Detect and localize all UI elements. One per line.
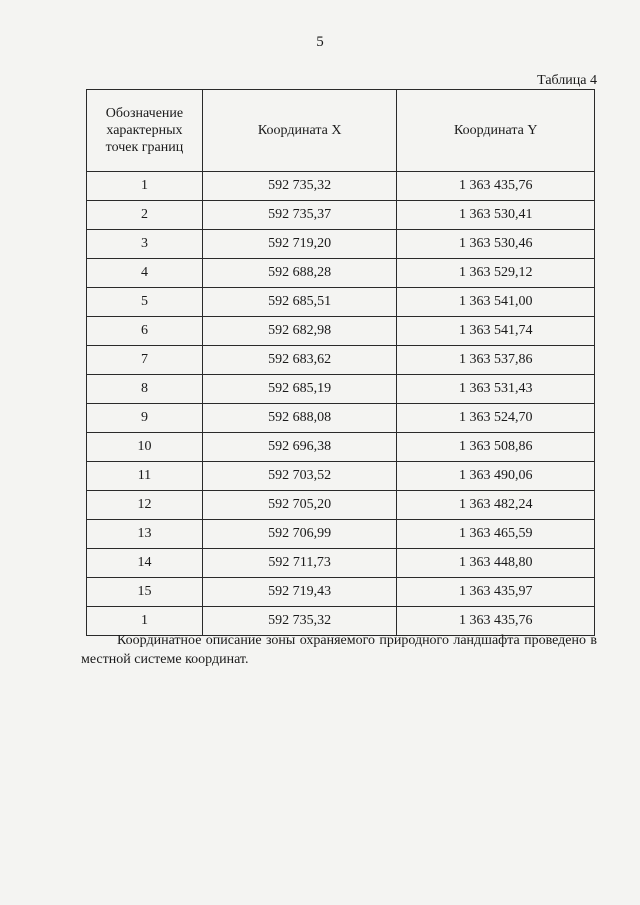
cell-coordinate-x: 592 705,20	[202, 491, 397, 520]
cell-coordinate-y: 1 363 541,74	[397, 317, 595, 346]
cell-coordinate-x: 592 711,73	[202, 549, 397, 578]
cell-point-number: 14	[87, 549, 203, 578]
cell-coordinate-y: 1 363 541,00	[397, 288, 595, 317]
cell-coordinate-y: 1 363 465,59	[397, 520, 595, 549]
table-row	[87, 375, 595, 404]
table-row	[87, 230, 595, 259]
header-point-designation: Обозначение характерных точек границ	[87, 90, 203, 172]
table-header-row	[87, 90, 595, 172]
table-row	[87, 317, 595, 346]
table-row	[87, 404, 595, 433]
table-row	[87, 346, 595, 375]
table-row	[87, 491, 595, 520]
cell-point-number: 1	[87, 607, 203, 636]
cell-point-number: 11	[87, 462, 203, 491]
cell-point-number: 7	[87, 346, 203, 375]
cell-coordinate-y: 1 363 482,24	[397, 491, 595, 520]
cell-coordinate-y: 1 363 531,43	[397, 375, 595, 404]
cell-point-number: 5	[87, 288, 203, 317]
table-row	[87, 433, 595, 462]
table-row	[87, 520, 595, 549]
cell-point-number: 4	[87, 259, 203, 288]
cell-coordinate-y: 1 363 435,76	[397, 607, 595, 636]
cell-coordinate-y: 1 363 508,86	[397, 433, 595, 462]
cell-coordinate-y: 1 363 537,86	[397, 346, 595, 375]
cell-point-number: 6	[87, 317, 203, 346]
header-coordinate-y: Координата Y	[397, 90, 595, 172]
cell-coordinate-y: 1 363 435,76	[397, 172, 595, 201]
table-body	[87, 172, 595, 636]
cell-coordinate-x: 592 683,62	[202, 346, 397, 375]
table-row	[87, 578, 595, 607]
cell-coordinate-x: 592 685,51	[202, 288, 397, 317]
coordinate-system-note: Координатное описание зоны охраняемого природного ландшафта проведено в местной системе координат.	[81, 633, 597, 667]
cell-point-number: 13	[87, 520, 203, 549]
cell-coordinate-x: 592 703,52	[202, 462, 397, 491]
cell-point-number: 12	[87, 491, 203, 520]
cell-coordinate-x: 592 735,37	[202, 201, 397, 230]
cell-coordinate-x: 592 735,32	[202, 607, 397, 636]
cell-coordinate-y: 1 363 448,80	[397, 549, 595, 578]
cell-coordinate-x: 592 719,20	[202, 230, 397, 259]
cell-point-number: 9	[87, 404, 203, 433]
table-caption: Таблица 4	[537, 73, 597, 88]
cell-coordinate-x: 592 685,19	[202, 375, 397, 404]
cell-coordinate-x: 592 696,38	[202, 433, 397, 462]
cell-coordinate-x: 592 682,98	[202, 317, 397, 346]
cell-point-number: 10	[87, 433, 203, 462]
cell-coordinate-x: 592 735,32	[202, 172, 397, 201]
cell-coordinate-y: 1 363 524,70	[397, 404, 595, 433]
cell-point-number: 1	[87, 172, 203, 201]
cell-point-number: 2	[87, 201, 203, 230]
table-row	[87, 201, 595, 230]
cell-coordinate-y: 1 363 529,12	[397, 259, 595, 288]
cell-coordinate-y: 1 363 490,06	[397, 462, 595, 491]
cell-coordinate-y: 1 363 530,41	[397, 201, 595, 230]
cell-point-number: 3	[87, 230, 203, 259]
cell-coordinate-x: 592 706,99	[202, 520, 397, 549]
cell-point-number: 15	[87, 578, 203, 607]
cell-coordinate-x: 592 688,28	[202, 259, 397, 288]
table-row	[87, 462, 595, 491]
header-coordinate-x: Координата X	[202, 90, 397, 172]
table-row	[87, 259, 595, 288]
table-row	[87, 549, 595, 578]
cell-point-number: 8	[87, 375, 203, 404]
cell-coordinate-x: 592 688,08	[202, 404, 397, 433]
table-row	[87, 288, 595, 317]
cell-coordinate-y: 1 363 530,46	[397, 230, 595, 259]
cell-coordinate-y: 1 363 435,97	[397, 578, 595, 607]
table-row	[87, 172, 595, 201]
cell-coordinate-x: 592 719,43	[202, 578, 397, 607]
page-number: 5	[316, 34, 324, 50]
coordinates-table	[86, 89, 595, 636]
